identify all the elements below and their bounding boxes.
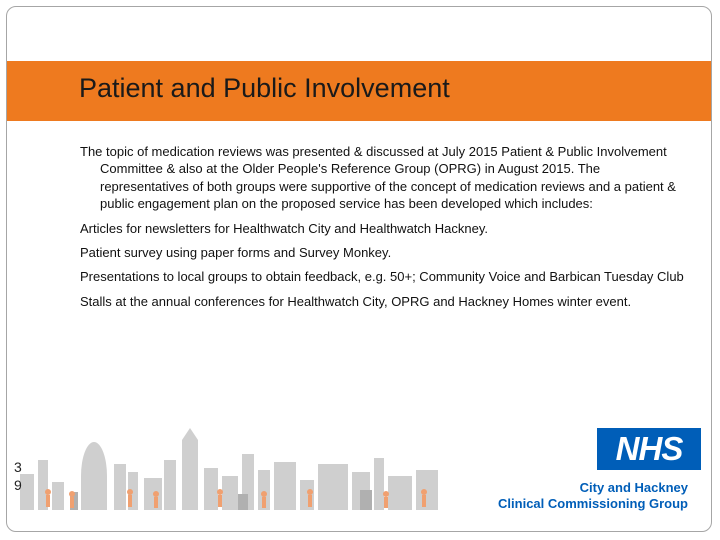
body-paragraph: Presentations to local groups to obtain feedback, e.g. 50+; Community Voice and Barbican Tuesday Club (80, 269, 684, 285)
ccg-name-line2: Clinical Commissioning Group (498, 496, 688, 511)
ccg-name-line1: City and Hackney (579, 480, 688, 495)
nhs-logo: NHS (597, 428, 701, 470)
slide-body (80, 143, 690, 317)
city-skyline-illustration (14, 414, 444, 510)
body-paragraph: Stalls at the annual conferences for Healthwatch City, OPRG and Hackney Homes winter event. (80, 293, 632, 309)
body-paragraph: The topic of medication reviews was presented & discussed at July 2015 Patient & Public Involvement Committee & also at the Older People's Reference Group (OPRG) in August 2015. The representatives of both groups were supportive of the concept of medication reviews and a patient & public engagement plan on the proposed service has been developed which includes: (80, 144, 676, 212)
slide-title: Patient and Public Involvement (79, 73, 450, 103)
body-paragraph: Patient survey using paper forms and Survey Monkey. (80, 245, 392, 261)
slide-number: 39 (14, 459, 22, 493)
body-paragraph: Articles for newsletters for Healthwatch City and Healthwatch Hackney. (80, 220, 488, 236)
title-bar (7, 61, 712, 121)
